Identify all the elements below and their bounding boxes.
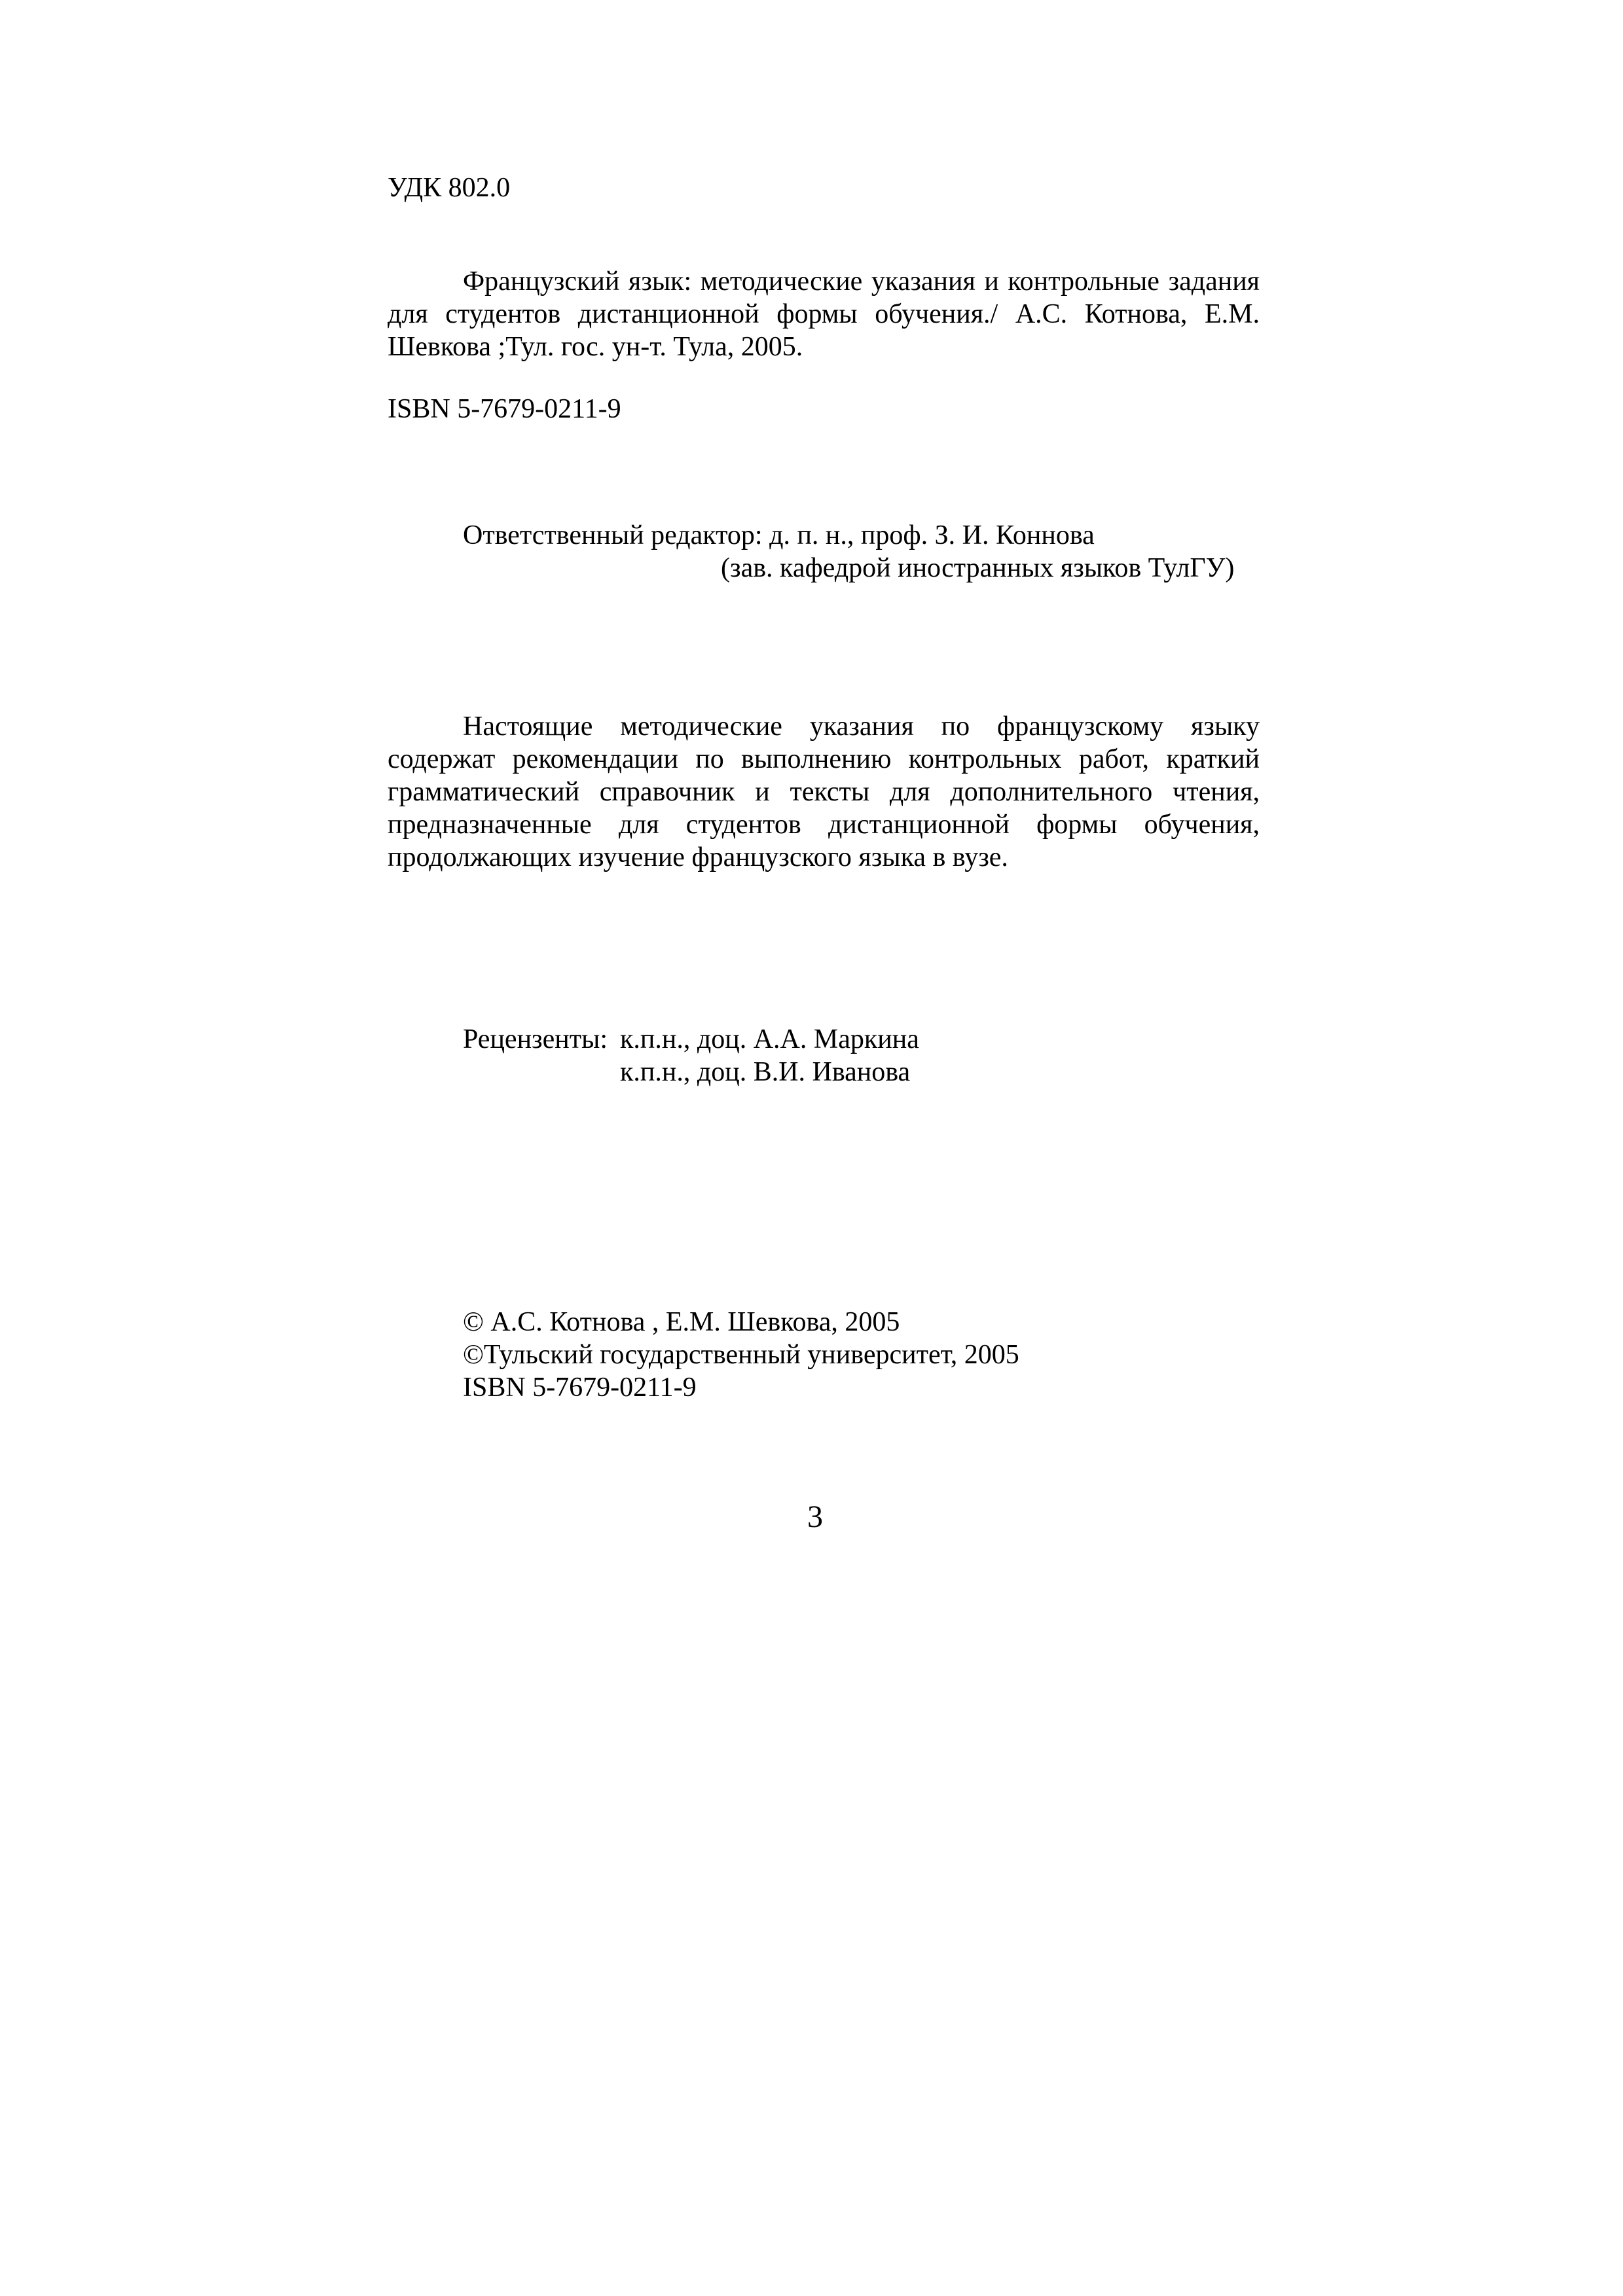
copyright-isbn: ISBN 5-7679-0211-9 [463, 1372, 697, 1403]
responsible-editor-note: (зав. кафедрой иностранных языков ТулГУ) [721, 553, 1235, 583]
page-number: 3 [807, 1499, 823, 1534]
udk-code: УДК 802.0 [388, 173, 511, 203]
reviewers-label: Рецензенты: [463, 1024, 608, 1054]
isbn-top: ISBN 5-7679-0211-9 [388, 394, 621, 424]
copyright-university: ©Тульский государственный университет, 2005 [463, 1340, 1019, 1370]
copyright-authors: © А.С. Котнова , Е.М. Шевкова, 2005 [463, 1307, 900, 1337]
reviewer-item: к.п.н., доц. А.А. Маркина [620, 1024, 919, 1054]
bibliographic-record: Французский язык: методические указания и контрольные задания для студентов дистанционной формы обучения./ А.С. Котнова, Е.М. Шевкова ;Тул. гос. ун-т. Тула, 2005. [388, 266, 1260, 362]
copyright-block [463, 1306, 1019, 1404]
responsible-editor: Ответственный редактор: д. п. н., проф. З. И. Коннова [463, 520, 1095, 550]
annotation: Настоящие методические указания по французскому языку содержат рекомендации по выполнению контрольных работ, краткий грамматический справочник и тексты для дополнительного чтения, предназначенные для студентов дистанционной формы обучения, продолжающих изучение французского языка в вузе. [388, 711, 1260, 872]
reviewer-item: к.п.н., доц. В.И. Иванова [620, 1057, 911, 1087]
